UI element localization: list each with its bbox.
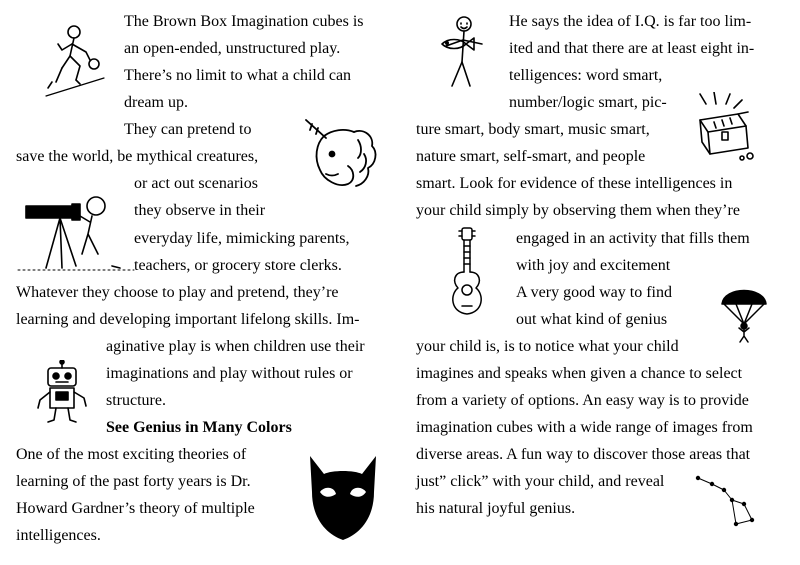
text-line: dream up. bbox=[124, 94, 188, 111]
text-line: or act out scenarios bbox=[134, 175, 258, 192]
text-line: imaginations and play without rules or bbox=[106, 365, 353, 382]
text-line: Howard Gardner’s theory of multiple bbox=[16, 500, 255, 517]
text-line: with joy and excitement bbox=[516, 257, 671, 274]
text-line: imagination cubes with a wide range of images from bbox=[416, 419, 753, 436]
text-line: ited and that there are at least eight in- bbox=[509, 40, 755, 57]
unicorn-icon bbox=[298, 114, 384, 196]
guitar-icon bbox=[442, 226, 492, 320]
text-line: A very good way to find bbox=[516, 284, 672, 301]
text-line: There’s no limit to what a child can bbox=[124, 67, 352, 84]
text-line: One of the most exciting theories of bbox=[16, 446, 247, 463]
text-line: smart. Look for evidence of these intelligences in bbox=[416, 175, 733, 192]
text-line: your child simply by observing them when they’re bbox=[416, 202, 740, 219]
text-line: your child is, is to notice what your child bbox=[416, 338, 679, 355]
parachute-icon bbox=[718, 280, 770, 344]
text-line: learning and developing important lifelong skills. Im- bbox=[16, 311, 360, 328]
text-line: they observe in their bbox=[134, 202, 266, 219]
text-line: just” click” with your child, and reveal bbox=[416, 473, 665, 490]
text-line: save the world, be mythical creatures, bbox=[16, 148, 259, 165]
text-line: ture smart, body smart, music smart, bbox=[416, 121, 650, 138]
text-line: structure. bbox=[106, 392, 166, 409]
constellation-icon bbox=[692, 470, 768, 536]
text-line: learning of the past forty years is Dr. bbox=[16, 473, 251, 490]
text-line: intelligences. bbox=[16, 527, 101, 544]
text-line: number/logic smart, pic- bbox=[509, 94, 667, 111]
treasure-chest-icon bbox=[690, 92, 760, 164]
text-line: out what kind of genius bbox=[516, 311, 668, 328]
text-line: his natural joyful genius. bbox=[416, 500, 576, 517]
text-line: nature smart, self-smart, and people bbox=[416, 148, 646, 165]
text-line: an open-ended, unstructured play. bbox=[124, 40, 341, 57]
text-line: diverse areas. A fun way to discover those areas that bbox=[416, 446, 751, 463]
text-line: telligences: word smart, bbox=[509, 67, 663, 84]
text-line: They can pretend to bbox=[124, 121, 252, 138]
stick-figure-fish-icon bbox=[432, 14, 492, 92]
text-line: Whatever they choose to play and pretend, they’re bbox=[16, 284, 339, 301]
text-line: teachers, or grocery store clerks. bbox=[134, 257, 342, 274]
bat-mask-icon bbox=[302, 452, 384, 542]
section-heading: See Genius in Many Colors bbox=[106, 419, 292, 436]
text-line: engaged in an activity that fills them bbox=[516, 230, 750, 247]
text-line: from a variety of options. An easy way is to provide bbox=[416, 392, 749, 409]
robot-icon bbox=[32, 360, 92, 426]
text-line: everyday life, mimicking parents, bbox=[134, 230, 350, 247]
telescope-child-icon bbox=[16, 188, 136, 278]
text-line: The Brown Box Imagination cubes is bbox=[124, 13, 364, 30]
text-line: aginative play is when children use their bbox=[106, 338, 365, 355]
text-line: imagines and speaks when given a chance to select bbox=[416, 365, 743, 382]
text-line: He says the idea of I.Q. is far too lim- bbox=[509, 13, 752, 30]
basketball-player-icon bbox=[40, 22, 110, 102]
